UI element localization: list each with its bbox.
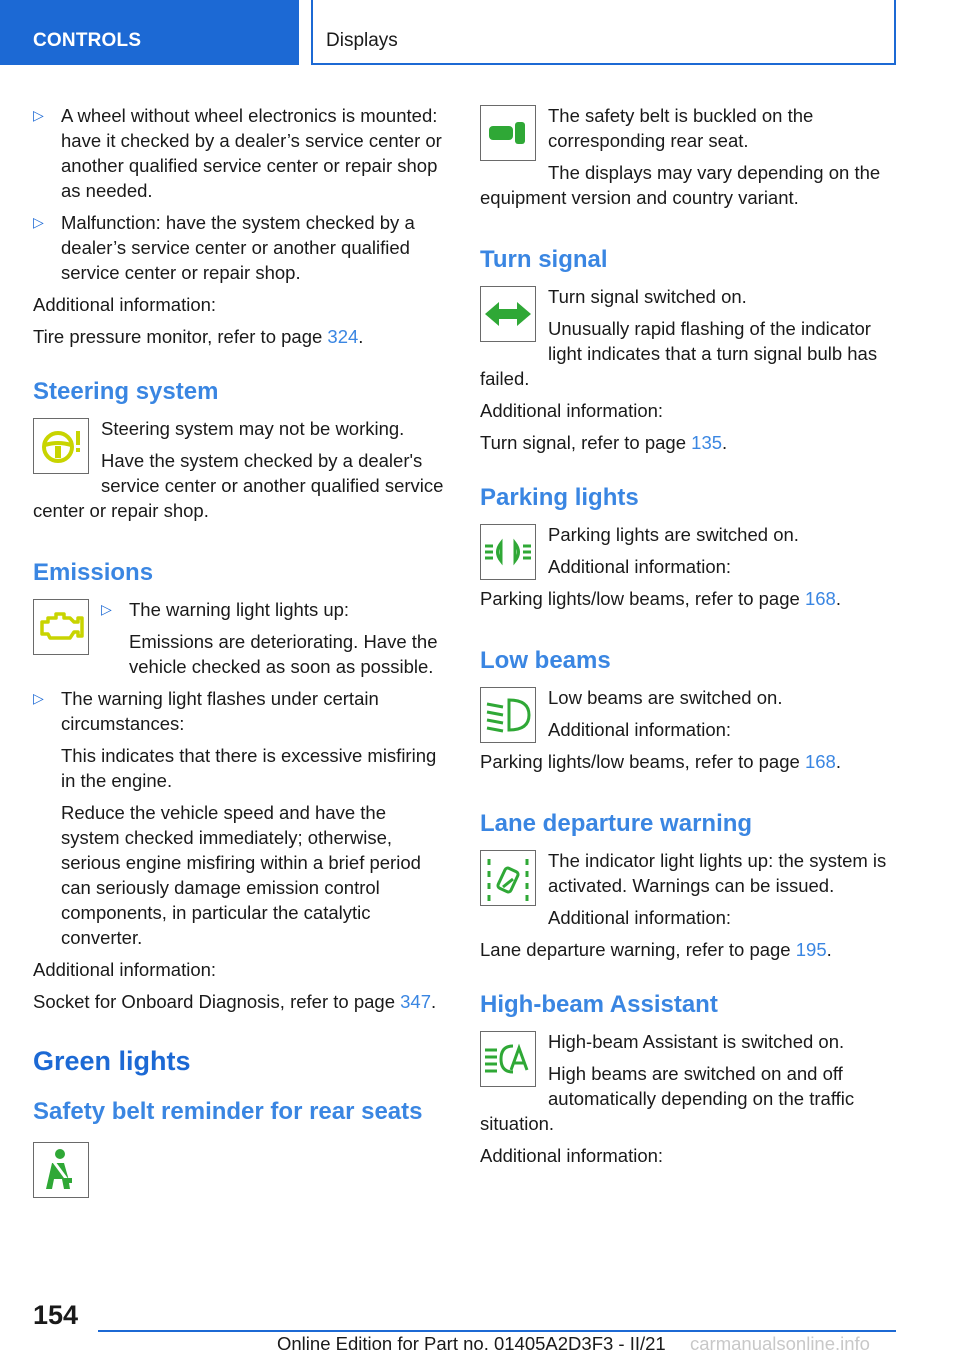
page-number: 154 [33,1300,79,1330]
low-beam-reference: Parking lights/low beams, refer to page 168. [480,751,841,772]
bullet-icon: ▷ [33,107,44,123]
turn-reference: Turn signal, refer to page 135. [480,432,728,453]
right-column: The safety belt is buckled on the corresponding rear seat. The displays may vary depending on the equipment version and country variant. Turn signal Turn signal switched on. Unusually rapid flashing of the indicator light indicates that a turn signal bulb has failed. Additional information: Turn signal, refer to page 135. Parking lights Parking lights are switched on. Additional information: Parking lights/low beams, refer to page 168. Low beams Low beams are switched on. Additional information: Parking lights/low beams, refer to page 168. Lane departure warning The indicator light lights up: the system is activated. Warnings can be issued. Additional information: Lane departure warning, refer to page 195. High-beam Assistant High-beam Assistant is switched on. High beams are switched on and off automatically depending on the traffic situation. Additional information: [480,103,892,1175]
steering-heading: Steering system [33,378,219,405]
emissions-heading: Emissions [33,559,154,586]
additional-info-label: Additional information: [480,400,664,421]
lane-departure-heading: Lane departure warning [480,810,753,837]
low-beam-icon [480,687,536,743]
green-lights-heading: Green lights [33,1046,191,1076]
watermark: carmanualsonline.info [690,1333,870,1354]
rear-seat-belt-buckled-icon [480,105,536,161]
list-item: ▷ The warning light flashes under certain circumstances: This indicates that there is excessive misfiring in the engine. Reduce the vehicle speed and have the system checked immediately; otherwise, serious engine misfiring within a brief period can seriously damage emission control components, in particular the catalytic converter. [33,688,437,948]
additional-info-label: Additional information: [33,959,217,980]
high-beam-assistant-icon [480,1031,536,1087]
seat-belt-icon [33,1142,89,1198]
low-beams-heading: Low beams [480,647,611,674]
lane-departure-icon [480,850,536,906]
page-link-135[interactable]: 135 [691,432,723,453]
section-tab[interactable] [0,0,299,65]
edition-text: Online Edition for Part no. 01405A2D3F3 - II/21 [277,1333,666,1354]
high-beam-assistant-heading: High-beam Assistant [480,991,718,1018]
section-label: CONTROLS [33,30,142,51]
bullet-icon: ▷ [33,214,44,230]
footer-divider [98,1330,896,1332]
left-column: ▷ A wheel without wheel electronics is mounted: have it checked by a dealer’s service center or another qualified service center or repair shop as needed. ▷ Malfunction: have the system checked by a dealer’s service center or another qualified service center or repair shop. Additional information: Tire pressure monitor, refer to page 324. Steering system Steering system may not be working. Have the system checked by a dealer's service center or another qualified service center or repair shop. Emissions ▷ The warning light lights up: Emissions are deteriorating. Have the vehicle checked as soon as possible. ▷ The warning light flashes under certain circumstances: This indicates that there is excessive misfiring in the engine. Reduce the vehicle speed and have the system checked immediately; otherwise, serious engine misfiring within a brief period can seriously damage emission control components, in particular the catalytic converter. Additional information: Socket for Onboard Diagnosis, refer to page 347. Green lights Safety belt reminder for rear seats [33,103,448,1202]
engine-check-icon [33,599,89,655]
turn-signal-arrows-icon [480,286,536,342]
list-item: ▷ Malfunction: have the system checked by a dealer’s service center or another qualified service center or repair shop. [33,212,415,283]
steering-wheel-warning-icon [33,418,89,474]
parking-reference: Parking lights/low beams, refer to page 168. [480,588,841,609]
chapter-label: Displays [326,30,398,51]
bullet-icon: ▷ [101,601,112,617]
page-link-347[interactable]: 347 [400,991,431,1012]
belt-reminder-heading: Safety belt reminder for rear seats [33,1098,423,1125]
parking-lights-icon [480,524,536,580]
obd-reference: Socket for Onboard Diagnosis, refer to page 347. [33,991,437,1012]
parking-lights-heading: Parking lights [480,484,639,511]
page-link-168[interactable]: 168 [804,751,836,772]
page-link-324[interactable]: 324 [327,326,359,347]
page-link-168[interactable]: 168 [804,588,836,609]
page-link-195[interactable]: 195 [795,939,827,960]
additional-info-label: Additional information: [33,294,217,315]
additional-info-label: Additional information: [480,1145,664,1166]
list-item: ▷ A wheel without wheel electronics is mounted: have it checked by a dealer’s service center or another qualified service center or repair shop as needed. [33,105,442,201]
bullet-icon: ▷ [33,690,44,706]
turn-signal-heading: Turn signal [480,246,608,273]
chapter-header [311,0,896,65]
tpm-reference: Tire pressure monitor, refer to page 324. [33,326,364,347]
lane-reference: Lane departure warning, refer to page 195. [480,939,832,960]
list-item: ▷ The warning light lights up: Emissions are deteriorating. Have the vehicle checked as soon as possible. [101,599,438,677]
